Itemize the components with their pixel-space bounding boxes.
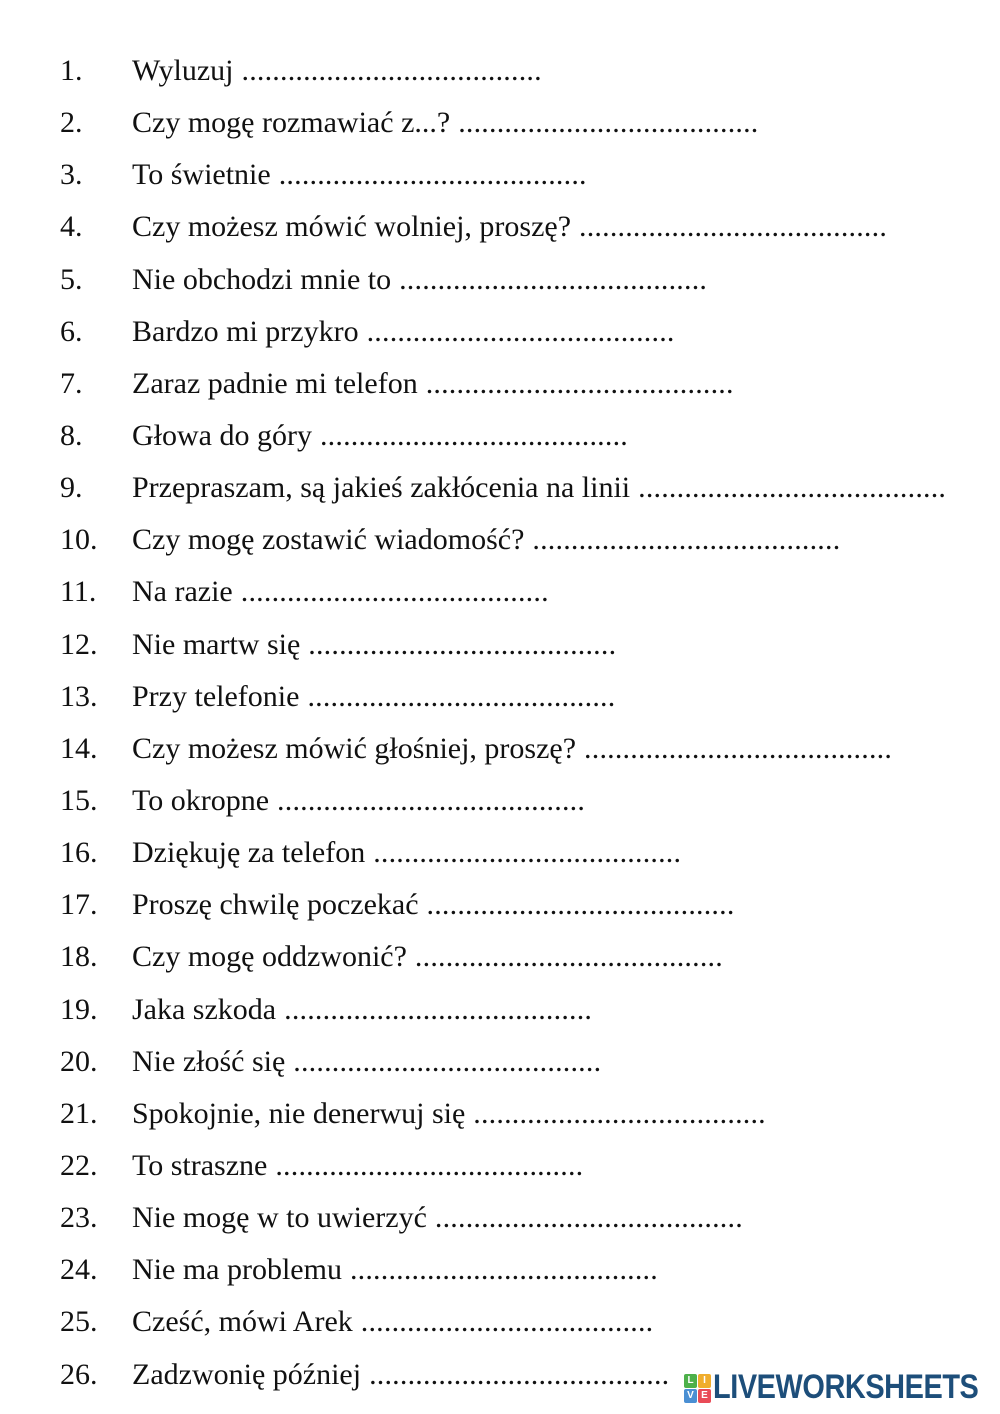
item-number: 15. [60, 783, 98, 817]
item-number: 10. [60, 523, 98, 557]
list-item [0, 306, 1000, 358]
logo-tile-l: L [684, 1374, 697, 1388]
item-answer-blank[interactable]: ........................................ [638, 471, 947, 505]
item-answer-blank[interactable]: ........................................ [240, 575, 549, 609]
logo-tile-i: I [698, 1374, 711, 1388]
item-number: 19. [60, 992, 98, 1026]
item-phrase: Przy telefonie [132, 679, 300, 713]
list-item [0, 619, 1000, 671]
list-item [0, 1088, 1000, 1140]
item-number: 13. [60, 679, 98, 713]
item-number: 25. [60, 1305, 98, 1339]
item-answer-blank[interactable]: ........................................ [275, 1148, 584, 1182]
item-answer-blank[interactable]: ........................................ [277, 783, 586, 817]
item-answer-blank[interactable]: ........................................ [434, 1201, 743, 1235]
item-phrase: Dziękuję za telefon [132, 836, 366, 870]
list-item [0, 410, 1000, 462]
item-answer-blank[interactable]: ....................................... [241, 54, 542, 87]
list-item [0, 45, 1000, 97]
list-item [0, 201, 1000, 253]
list-item [0, 1296, 1000, 1348]
item-phrase: Czy możesz mówić głośniej, proszę? [132, 731, 577, 765]
item-answer-blank[interactable]: ........................................ [373, 836, 682, 870]
item-phrase: Wyluzuj [132, 54, 234, 87]
item-answer-blank[interactable]: ........................................ [584, 731, 893, 765]
list-item [0, 254, 1000, 306]
item-phrase: Na razie [132, 575, 233, 609]
list-item [0, 775, 1000, 827]
item-number: 9. [60, 471, 83, 505]
list-item [0, 566, 1000, 618]
item-number: 24. [60, 1253, 98, 1287]
item-number: 5. [60, 262, 83, 296]
item-phrase: Jaka szkoda [132, 992, 277, 1026]
list-item [0, 1244, 1000, 1296]
item-phrase: Nie obchodzi mnie to [132, 262, 392, 296]
item-phrase: Nie ma problemu [132, 1253, 342, 1287]
item-phrase: Czy mogę zostawić wiadomość? [132, 523, 525, 557]
item-number: 3. [60, 158, 83, 192]
item-number: 7. [60, 366, 83, 400]
item-answer-blank[interactable]: ........................................ [284, 992, 593, 1026]
list-item [0, 984, 1000, 1036]
logo-tile-e: E [698, 1389, 711, 1403]
item-number: 8. [60, 418, 83, 452]
item-answer-blank[interactable]: ...................................... [360, 1305, 654, 1339]
list-item [0, 827, 1000, 879]
list-item [0, 514, 1000, 566]
item-number: 2. [60, 106, 83, 140]
item-answer-blank[interactable]: ........................................ [579, 210, 888, 244]
item-answer-blank[interactable]: ....................................... [369, 1357, 670, 1391]
item-phrase: Nie martw się [132, 627, 301, 661]
logo-brand-text: LIVEWORKSHEETS [713, 1367, 979, 1406]
item-answer-blank[interactable]: ........................................ [399, 262, 708, 296]
list-item [0, 671, 1000, 723]
list-item [0, 1036, 1000, 1088]
list-item [0, 879, 1000, 931]
item-phrase: Cześć, mówi Arek [132, 1305, 353, 1339]
item-phrase: Proszę chwilę poczekać [132, 888, 419, 922]
item-phrase: To straszne [132, 1148, 268, 1182]
item-number: 22. [60, 1148, 98, 1182]
item-number: 20. [60, 1044, 98, 1078]
item-answer-blank[interactable]: ........................................ [366, 314, 675, 348]
worksheet-list [0, 45, 1000, 1401]
item-phrase: To świetnie [132, 158, 271, 192]
item-answer-blank[interactable]: ........................................ [319, 418, 628, 452]
logo-tile-v: V [684, 1389, 697, 1403]
list-item [0, 723, 1000, 775]
list-item [0, 358, 1000, 410]
item-phrase: Spokojnie, nie denerwuj się [132, 1096, 466, 1130]
item-answer-blank[interactable]: ...................................... [473, 1096, 766, 1130]
item-number: 12. [60, 627, 98, 661]
item-phrase: Czy mogę oddzwonić? [132, 940, 407, 974]
item-answer-blank[interactable]: ........................................ [278, 158, 587, 192]
item-answer-blank[interactable]: ........................................ [293, 1044, 602, 1078]
liveworksheets-logo[interactable] [684, 1369, 1000, 1405]
item-number: 6. [60, 314, 83, 348]
list-item [0, 931, 1000, 983]
item-answer-blank[interactable]: ........................................ [414, 940, 723, 974]
item-number: 1. [60, 54, 83, 87]
item-answer-blank[interactable]: ........................................ [532, 523, 841, 557]
item-number: 23. [60, 1201, 98, 1235]
item-answer-blank[interactable]: ........................................ [426, 888, 735, 922]
item-number: 21. [60, 1096, 98, 1130]
list-item [0, 97, 1000, 149]
item-phrase: Czy możesz mówić wolniej, proszę? [132, 210, 572, 244]
item-answer-blank[interactable]: ........................................ [308, 627, 617, 661]
item-number: 17. [60, 888, 98, 922]
item-phrase: Nie mogę w to uwierzyć [132, 1201, 427, 1235]
list-item [0, 1192, 1000, 1244]
list-item [0, 462, 1000, 514]
item-number: 26. [60, 1357, 98, 1391]
item-answer-blank[interactable]: ........................................ [349, 1253, 658, 1287]
liveworksheets-tiles-icon [684, 1374, 711, 1403]
item-phrase: Bardzo mi przykro [132, 314, 359, 348]
item-number: 14. [60, 731, 98, 765]
item-number: 16. [60, 836, 98, 870]
list-item [0, 1140, 1000, 1192]
item-number: 11. [60, 575, 97, 609]
item-answer-blank[interactable]: ....................................... [458, 106, 759, 140]
item-phrase: Czy mogę rozmawiać z...? [132, 106, 451, 140]
item-number: 4. [60, 210, 83, 244]
item-phrase: Nie złość się [132, 1044, 286, 1078]
item-number: 18. [60, 940, 98, 974]
item-phrase: To okropne [132, 783, 270, 817]
item-phrase: Zadzwonię później [132, 1357, 362, 1391]
item-phrase: Przepraszam, są jakieś zakłócenia na linii [132, 471, 631, 505]
item-phrase: Zaraz padnie mi telefon [132, 366, 418, 400]
item-phrase: Głowa do góry [132, 418, 312, 452]
item-answer-blank[interactable]: ........................................ [307, 679, 616, 713]
item-answer-blank[interactable]: ........................................ [425, 366, 734, 400]
list-item [0, 149, 1000, 201]
